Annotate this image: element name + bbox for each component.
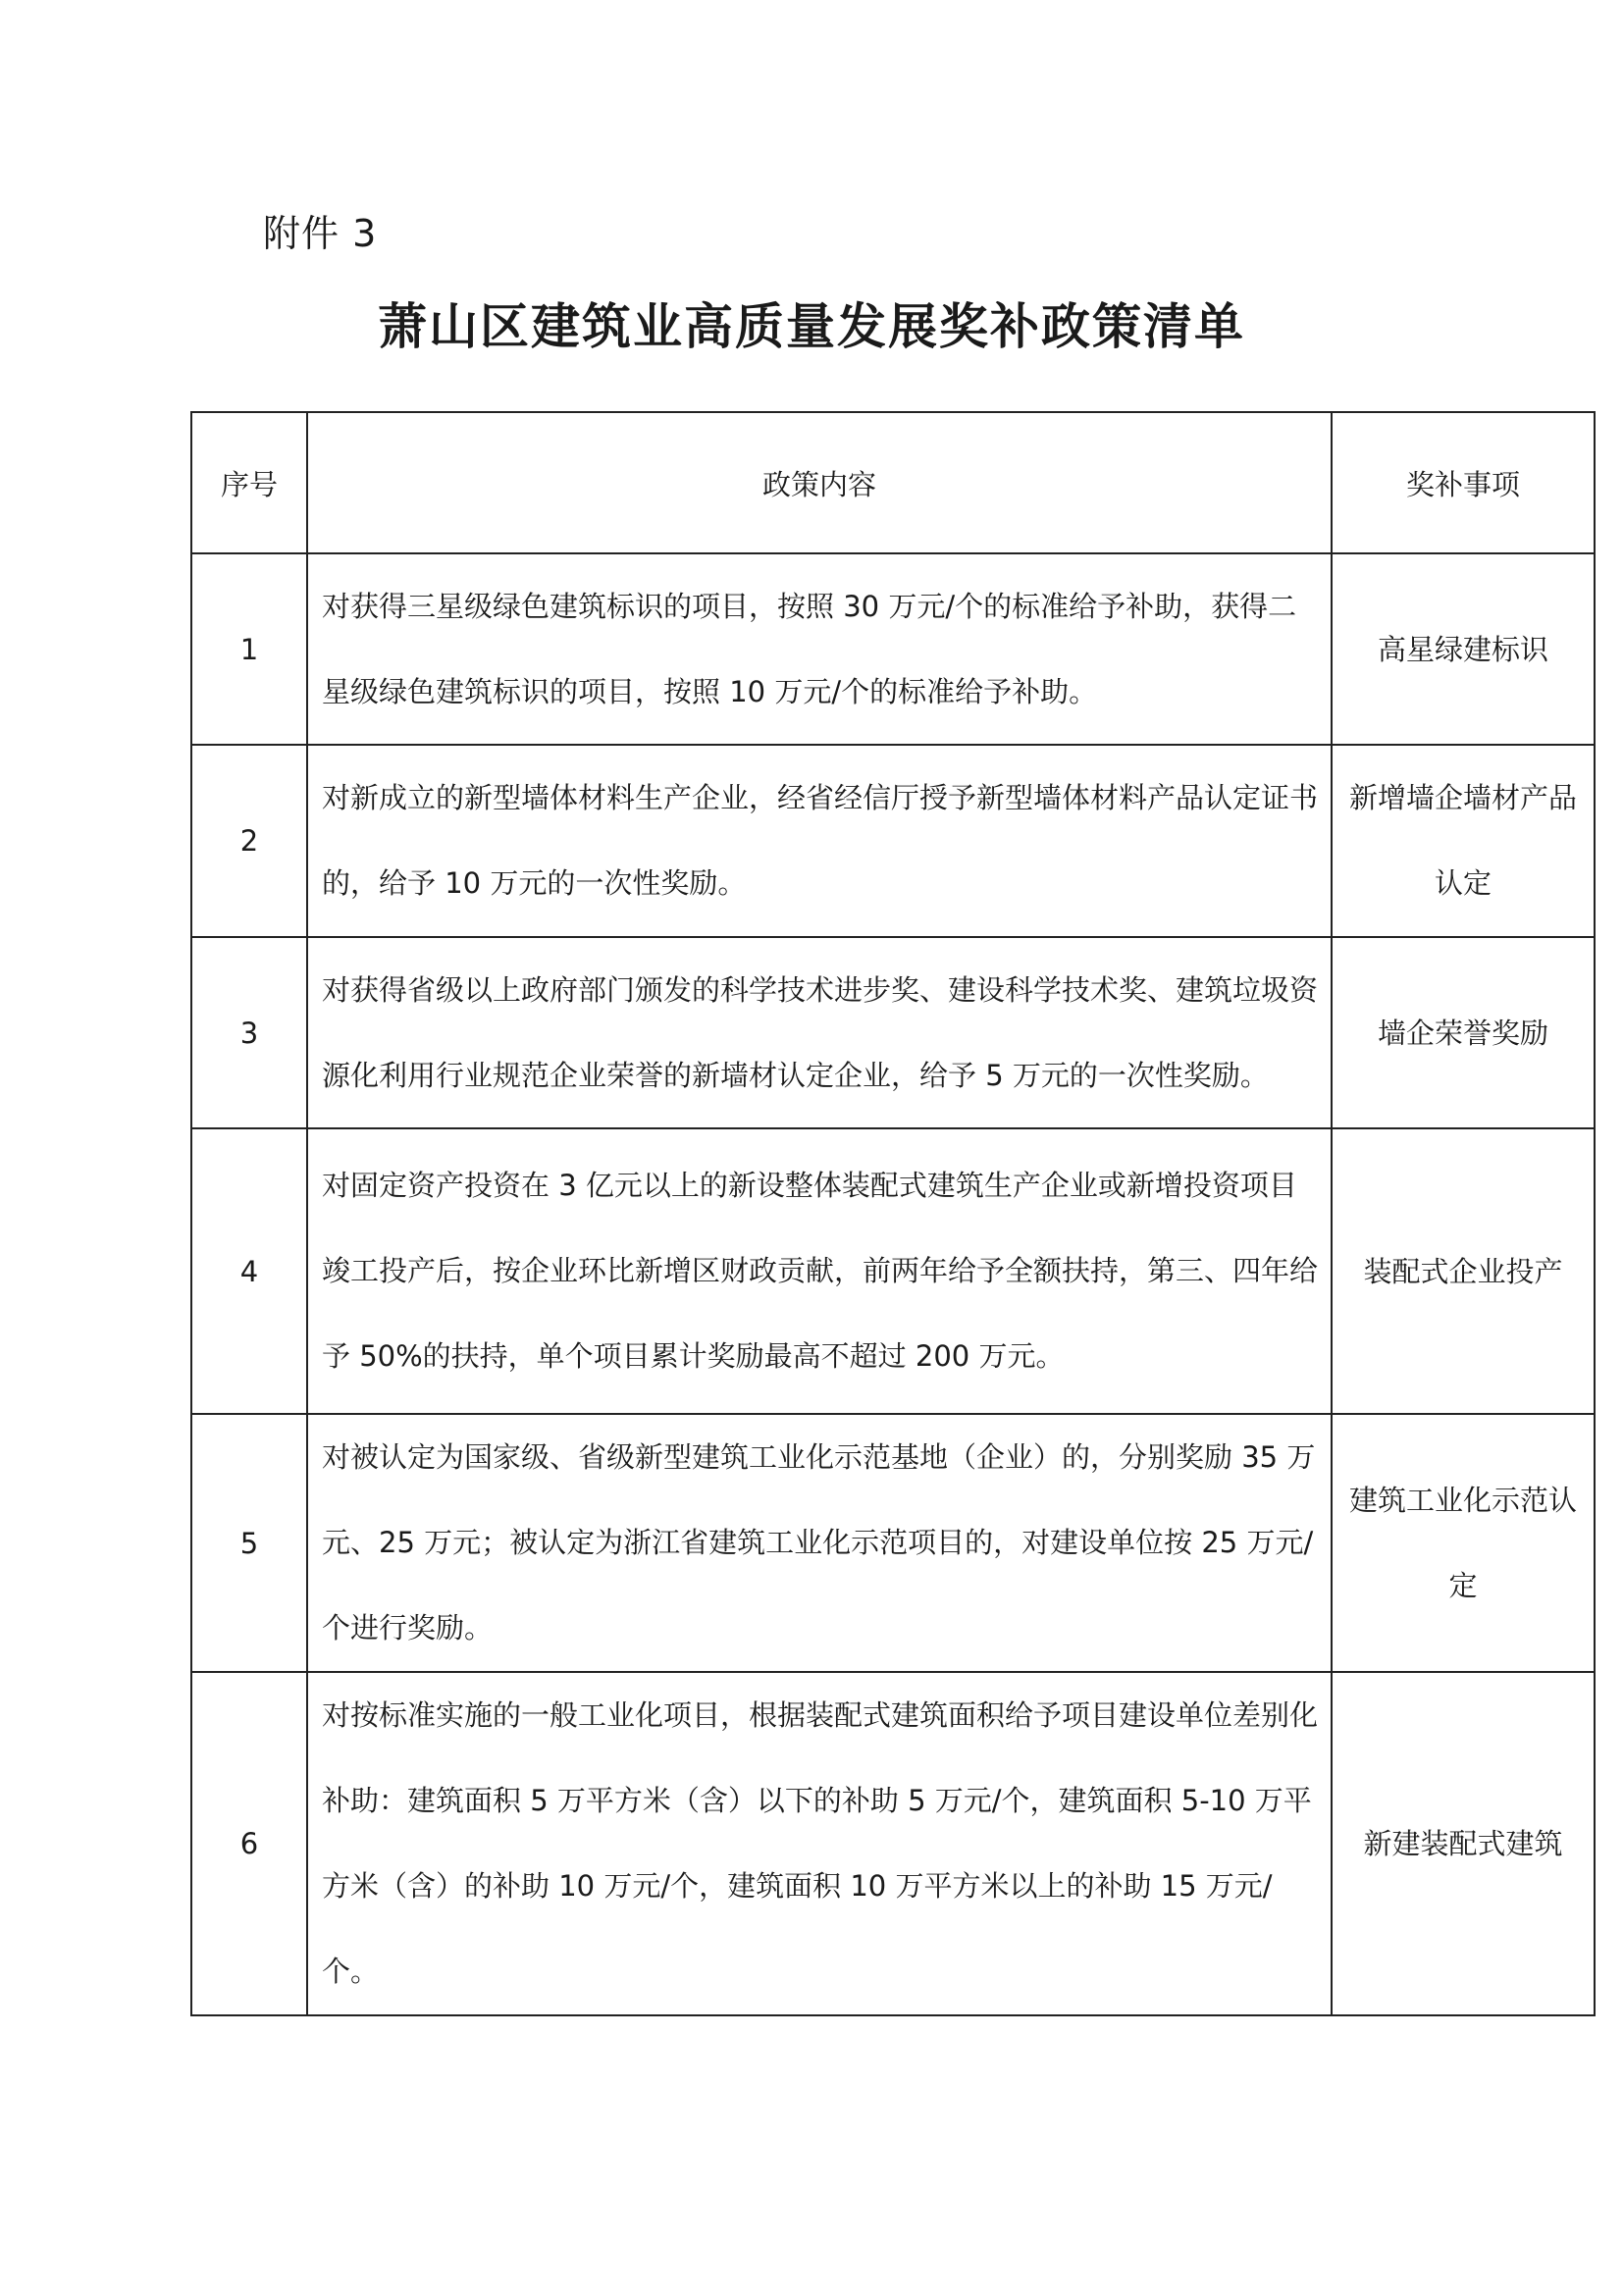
document-title: 萧山区建筑业高质量发展奖补政策清单 (378, 297, 1245, 355)
award-item: 装配式企业投产 (1332, 1128, 1595, 1414)
policy-table (190, 411, 1596, 2016)
table-row (191, 937, 1595, 1128)
policy-content: 对按标准实施的一般工业化项目，根据装配式建筑面积给予项目建设单位差别化补助：建筑面积 5 万平方米（含）以下的补助 5 万元/个，建筑面积 5-10 万平方米（含）的补助 10 万元/个，建筑面积 10 万平方米以上的补助 15 万元/个。 (307, 1672, 1332, 2015)
policy-content: 对新成立的新型墙体材料生产企业，经省经信厅授予新型墙体材料产品认定证书的，给予 10 万元的一次性奖励。 (307, 745, 1332, 937)
policy-content: 对被认定为国家级、省级新型建筑工业化示范基地（企业）的，分别奖励 35 万元、25 万元；被认定为浙江省建筑工业化示范项目的，对建设单位按 25 万元/个进行奖励。 (307, 1414, 1332, 1672)
award-item: 新增墙企墙材产品认定 (1332, 745, 1595, 937)
policy-content: 对获得三星级绿色建筑标识的项目，按照 30 万元/个的标准给予补助，获得二星级绿色建筑标识的项目，按照 10 万元/个的标准给予补助。 (307, 553, 1332, 745)
column-header-content: 政策内容 (307, 412, 1332, 553)
award-item: 墙企荣誉奖励 (1332, 937, 1595, 1128)
row-number: 4 (191, 1128, 307, 1414)
award-item: 新建装配式建筑 (1332, 1672, 1595, 2015)
table-header-row (191, 412, 1595, 553)
award-item: 高星绿建标识 (1332, 553, 1595, 745)
row-number: 5 (191, 1414, 307, 1672)
policy-content: 对固定资产投资在 3 亿元以上的新设整体装配式建筑生产企业或新增投资项目竣工投产后，按企业环比新增区财政贡献，前两年给予全额扶持，第三、四年给予 50%的扶持，单个项目累计奖励最高不超过 200 万元。 (307, 1128, 1332, 1414)
row-number: 3 (191, 937, 307, 1128)
award-item: 建筑工业化示范认定 (1332, 1414, 1595, 1672)
table-row (191, 553, 1595, 745)
column-header-item: 奖补事项 (1332, 412, 1595, 553)
column-header-number: 序号 (191, 412, 307, 553)
table-row (191, 745, 1595, 937)
policy-content: 对获得省级以上政府部门颁发的科学技术进步奖、建设科学技术奖、建筑垃圾资源化利用行业规范企业荣誉的新墙材认定企业，给予 5 万元的一次性奖励。 (307, 937, 1332, 1128)
row-number: 6 (191, 1672, 307, 2015)
row-number: 1 (191, 553, 307, 745)
table-row (191, 1414, 1595, 1672)
row-number: 2 (191, 745, 307, 937)
table-row (191, 1128, 1595, 1414)
attachment-label: 附件 3 (263, 212, 378, 255)
table-row (191, 1672, 1595, 2015)
